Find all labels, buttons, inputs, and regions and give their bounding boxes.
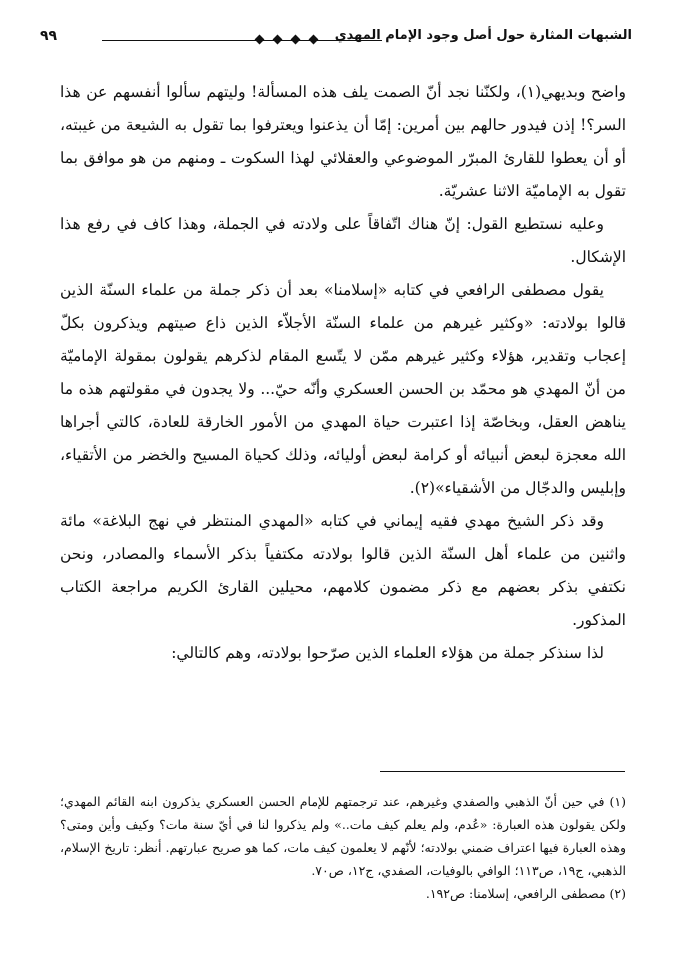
paragraph: لذا سنذكر جملة من هؤلاء العلماء الذين صرّحوا بولادته، وهم كالتالي:: [171, 644, 604, 662]
diamond-ornament-icon: [309, 35, 319, 45]
paragraph: واضح وبديهي(١)، ولكنّنا نجد أنّ الصمت يلف هذه المسألة! وليتهم سألوا أنفسهم عن هذا السر؟! إذن فيدور حالهم بين أمرين: إمّا أن يذعنوا ويعترفوا بما تقول به الشيعة من غيبته، أو أن يعطوا للقارئ المبرّر الموضوعي والعقلائي لهذا السكوت ـ ومنهم من هو موافق بما تقول به الإماميّة الاثنا عشريّة.: [60, 83, 627, 200]
footnote-separator: [380, 771, 625, 772]
header-rule: [102, 40, 382, 41]
diamond-ornament-icon: [291, 35, 301, 45]
page-number: ٩٩: [40, 28, 58, 44]
footnote: (٢) مصطفى الرافعي، إسلامنا: ص١٩٢.: [425, 886, 626, 901]
footnotes: [60, 790, 626, 905]
main-text: [60, 76, 626, 670]
paragraph: وقد ذكر الشيخ مهدي فقيه إيماني في كتابه «المهدي المنتظر في نهج البلاغة» مائة واثنين من علماء أهل السنّة الذين قالوا بولادته مكتفياً بذكر الأسماء والمصادر، ونحن نكتفي بذكر بعضهم مع ذكر مضمون كلامهم، محيلين القارئ الكريم مراجعة الكتاب المذكور.: [60, 512, 626, 629]
page-header: [40, 28, 632, 52]
diamond-ornament-icon: [255, 35, 265, 45]
paragraph: وعليه نستطيع القول: إنّ هناك اتّفاقاً على ولادته في الجملة، وهذا كاف في رفع هذا الإشكال.: [60, 215, 626, 266]
running-head: الشبهات المثارة حول أصل وجود الإمام المهدي: [334, 28, 632, 43]
paragraph: يقول مصطفى الرافعي في كتابه «إسلامنا» بعد أن ذكر جملة من علماء السنّة الذين قالوا بولادته: «وكثير غيرهم من علماء السنّة الأجلاّء الذين ذاع صيتهم ويذكرون بكلّ إعجاب وتقدير، هؤلاء وكثير غيرهم ممّن لا يتّسع المقام لذكرهم يقولون بمقولة الإماميّة من أنّ المهدي هو محمّد بن الحسن العسكري وأنّه حيّ... ولا يجدون في مقولتهم هذه ما يناهض العقل، وبخاصّة إذا اعتبرت حياة المهدي من الأمور الخارقة للعادة، كالتي أجراها الله معجزة لبعض أنبيائه أو كرامة لبعض أوليائه، وذلك كحياة المسيح والخضر من الأتقياء، وإبليس والدجّال من الأشقياء»(٢).: [60, 281, 626, 497]
footnote: (١) في حين أنّ الذهبي والصفدي وغيرهم، عند ترجمتهم للإمام الحسن العسكري يذكرون ابنه القائم المهدي؛ ولكن يقولون هذه العبارة: «عُدم، ولم يعلم كيف مات..» ولم يذكروا لنا في أيّ سنة مات؟ وكيف وأين ومتى؟ وهذه العبارة فيها اعتراف ضمني بولادته؛ لأنّهم لا يعلمون كيف مات، كما هو صريح عبارتهم. أنظر: تاريخ الإسلام، الذهبي، ج١٩، ص١١٣؛ الوافي بالوفيات، الصفدي، ج١٢، ص٧٠.: [60, 794, 626, 878]
diamond-ornament-icon: [273, 35, 283, 45]
